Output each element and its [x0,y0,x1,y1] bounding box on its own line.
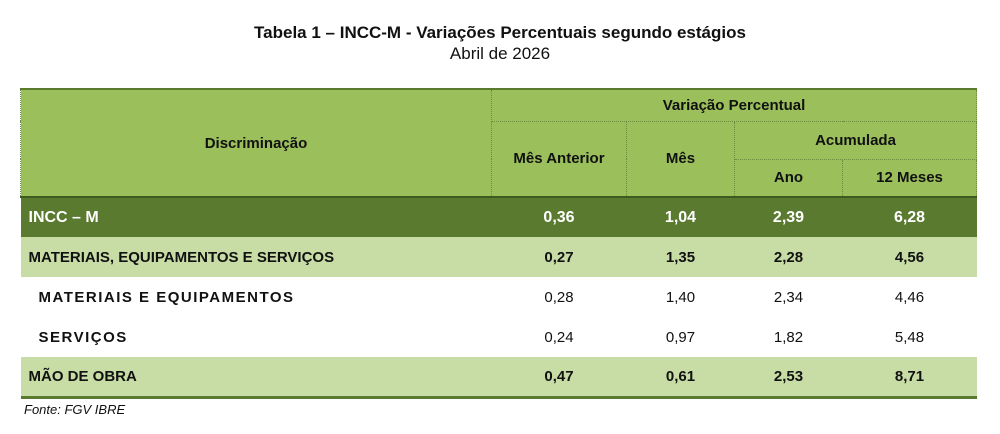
table-row-materiais-equipamentos-servicos [21,237,977,277]
cell-mes-anterior: 0,24 [492,317,627,357]
table-title: Tabela 1 – INCC-M - Variações Percentuais segundo estágios [254,23,746,42]
cell-mes: 0,97 [627,317,735,357]
source-footnote: Fonte: FGV IBRE [24,402,126,417]
cell-ano: 2,34 [735,277,843,317]
cell-12-meses: 4,46 [843,277,977,317]
cell-mes-anterior: 0,27 [492,237,627,277]
cell-mes: 1,40 [627,277,735,317]
header-12-meses: 12 Meses [843,159,977,197]
cell-12-meses: 4,56 [843,237,977,277]
cell-ano: 2,28 [735,237,843,277]
row-label: INCC – M [21,197,492,237]
cell-mes-anterior: 0,28 [492,277,627,317]
header-ano: Ano [735,159,843,197]
cell-mes-anterior: 0,36 [492,197,627,237]
row-label: SERVIÇOS [21,317,492,357]
incc-table [20,88,977,399]
table-row-materiais-equipamentos [21,277,977,317]
header-discriminacao: Discriminação [21,89,492,197]
cell-12-meses: 8,71 [843,357,977,397]
title-block [0,22,1000,64]
table-subtitle: Abril de 2026 [449,44,551,63]
header-variacao-percentual: Variação Percentual [492,89,977,121]
cell-ano: 2,53 [735,357,843,397]
cell-ano: 1,82 [735,317,843,357]
cell-mes: 0,61 [627,357,735,397]
cell-mes: 1,04 [627,197,735,237]
header-mes-anterior: Mês Anterior [492,121,627,197]
cell-ano: 2,39 [735,197,843,237]
table-row-incc-m [21,197,977,237]
cell-mes: 1,35 [627,237,735,277]
row-label: MÃO DE OBRA [21,357,492,397]
table-row-mao-de-obra [21,357,977,397]
row-label: MATERIAIS, EQUIPAMENTOS E SERVIÇOS [21,237,492,277]
cell-12-meses: 6,28 [843,197,977,237]
table-row-servicos [21,317,977,357]
header-acumulada: Acumulada [735,121,977,159]
cell-12-meses: 5,48 [843,317,977,357]
cell-mes-anterior: 0,47 [492,357,627,397]
header-row-1 [21,89,977,121]
row-label: MATERIAIS E EQUIPAMENTOS [21,277,492,317]
header-mes: Mês [627,121,735,197]
